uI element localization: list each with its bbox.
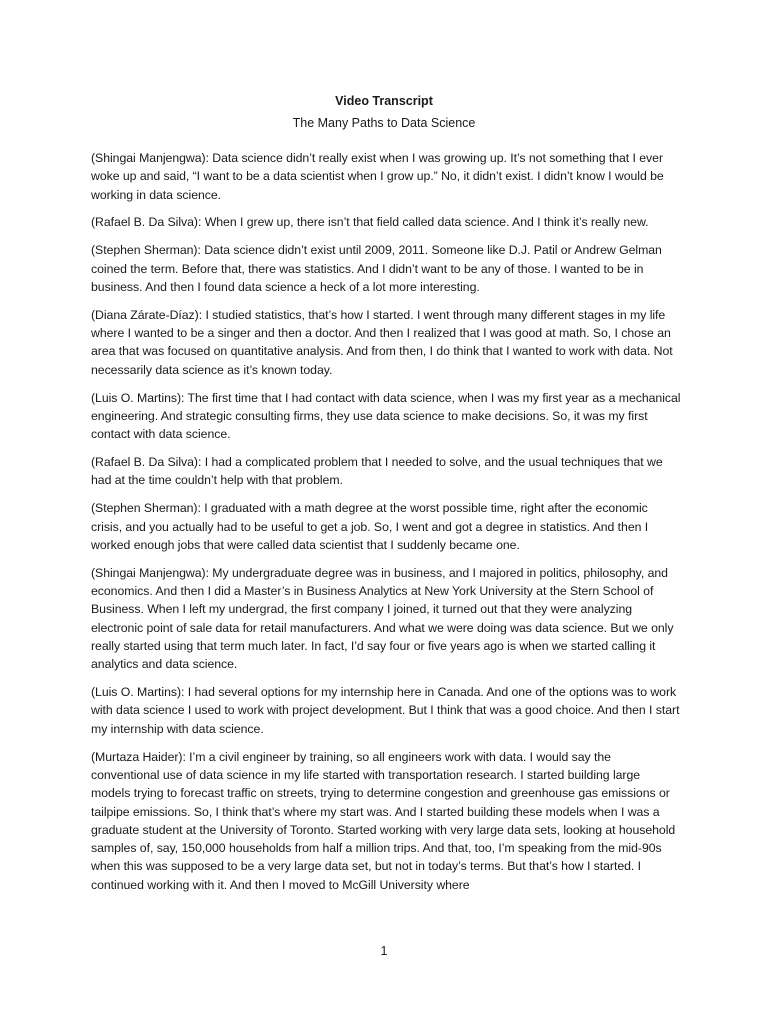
- transcript-paragraph: (Rafael B. Da Silva): When I grew up, there isn’t that field called data science. And I think it’s really new.: [91, 215, 649, 230]
- transcript-paragraph: (Luis O. Martins): The first time that I had contact with data science, when I was my first year as a mechanical engineering. And strategic consulting firms, they use data science to make decisions. So, it was my first contact with data science.: [91, 390, 681, 442]
- document-header: [0, 92, 768, 132]
- transcript-paragraph: (Diana Zárate-Díaz): I studied statistics, that’s how I started. I went through many different stages in my life where I wanted to be a singer and then a doctor. And then I realized that I was good at math. So, I chose an area that was focused on quantitative analysis. And from then, I do think that I wanted to work with data. Not necessarily data science as it’s known today.: [91, 307, 673, 377]
- transcript-body: [91, 149, 681, 904]
- transcript-paragraph: (Stephen Sherman): Data science didn’t exist until 2009, 2011. Someone like D.J. Patil or Andrew Gelman coined the term. Before that, there was statistics. And I didn’t want to be any of those. I wanted to be in business. And then I found data science a heck of a lot more interesting.: [91, 243, 662, 294]
- transcript-paragraph: (Luis O. Martins): I had several options for my internship here in Canada. And one of the options was to work with data science I used to work with project development. But I think that was a good choice. And then I start my internship with data science.: [91, 685, 680, 736]
- document-subtitle: The Many Paths to Data Science: [292, 116, 476, 130]
- transcript-paragraph: (Murtaza Haider): I’m a civil engineer by training, so all engineers work with data. I would say the conventional use of data science in my life started with transportation research. I started building large models trying to forecast traffic on streets, trying to determine congestion and greenhouse gas emissions or tailpipe emissions. So, I think that’s where my start was. And I started building these models when I was a graduate student at the University of Toronto. Started working with very large data sets, looking at household samples of, say, 150,000 households from half a million trips. And that, too, I’m speaking from the mid-90s when this was supposed to be a very large data set, but not in today’s terms. But that’s how I started. I continued working with it. And then I moved to McGill University where: [91, 749, 676, 892]
- transcript-paragraph: (Shingai Manjengwa): Data science didn’t really exist when I was growing up. It’s not something that I ever woke up and said, “I want to be a data scientist when I grow up.” No, it didn’t exist. I didn’t know I would be working in data science.: [91, 151, 664, 202]
- transcript-paragraph: (Rafael B. Da Silva): I had a complicated problem that I needed to solve, and the usual techniques that we had at the time couldn’t help with that problem.: [91, 455, 663, 488]
- transcript-paragraph: (Stephen Sherman): I graduated with a math degree at the worst possible time, right after the economic crisis, and you actually had to be useful to get a job. So, I went and got a degree in statistics. And then I worked enough jobs that were called data scientist that I suddenly became one.: [91, 501, 649, 552]
- transcript-paragraph: (Shingai Manjengwa): My undergraduate degree was in business, and I majored in politics, philosophy, and economics. And then I did a Master’s in Business Analytics at New York University at the Stern School of Business. When I left my undergrad, the first company I joined, it turned out that they were analyzing electronic point of sale data for retail manufacturers. And what we were doing was data science. But we only really started using that term much later. In fact, I’d say four or five years ago is when we started calling it analytics and data science.: [91, 565, 674, 672]
- page-number: 1: [380, 944, 388, 958]
- document-title: Video Transcript: [335, 94, 433, 108]
